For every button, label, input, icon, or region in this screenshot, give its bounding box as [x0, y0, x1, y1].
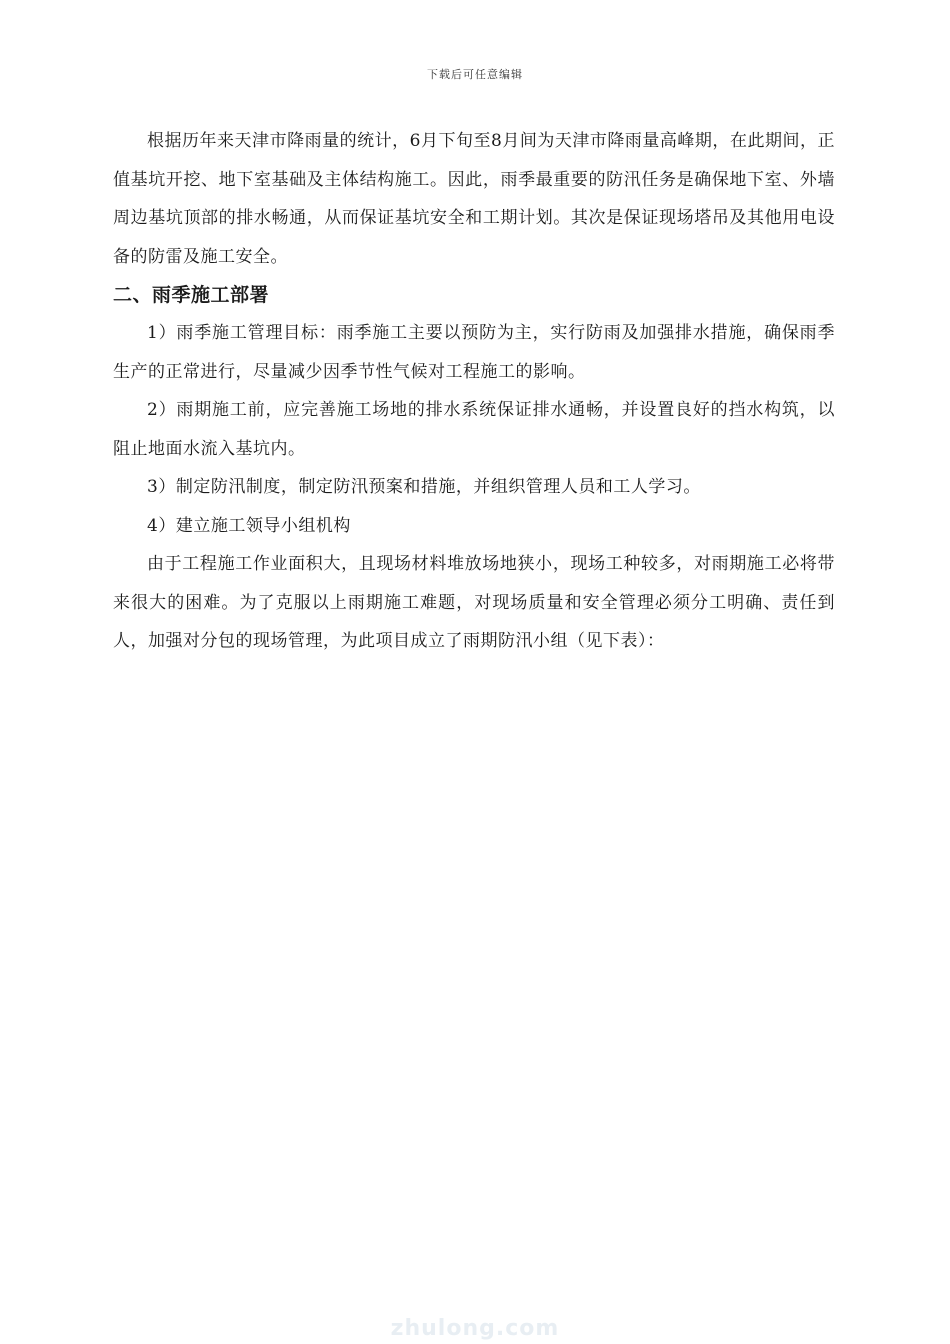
- section-heading: 二、雨季施工部署: [113, 284, 270, 306]
- list-item: 3）制定防汛制度，制定防汛预案和措施，并组织管理人员和工人学习。: [147, 477, 701, 497]
- header-note: 下载后可任意编辑: [427, 68, 523, 81]
- list-item: 2）雨期施工前，应完善施工场地的排水系统保证排水通畅，并设置良好的挡水构筑，以阻止地面水流入基坑内。: [113, 400, 835, 459]
- list-item: 1）雨季施工管理目标：雨季施工主要以预防为主，实行防雨及加强排水措施，确保雨季生产的正常进行，尽量减少因季节性气候对工程施工的影响。: [113, 323, 835, 382]
- intro-paragraph: 根据历年来天津市降雨量的统计，6月下旬至8月间为天津市降雨量高峰期，在此期间，正值基坑开挖、地下室基础及主体结构施工。因此，雨季最重要的防汛任务是确保地下室、外墙周边基坑顶部的排水畅通，从而保证基坑安全和工期计划。其次是保证现场塔吊及其他用电设备的防雷及施工安全。: [113, 131, 835, 267]
- list-item: 4）建立施工领导小组机构: [147, 515, 351, 536]
- document-body: [113, 122, 835, 661]
- closing-paragraph: 由于工程施工作业面积大，且现场材料堆放场地狭小，现场工种较多，对雨期施工必将带来很大的困难。为了克服以上雨期施工难题，对现场质量和安全管理必须分工明确、责任到人，加强对分包的现场管理，为此项目成立了雨期防汛小组（见下表）：: [113, 554, 835, 651]
- watermark: zhulong.com: [390, 1316, 560, 1341]
